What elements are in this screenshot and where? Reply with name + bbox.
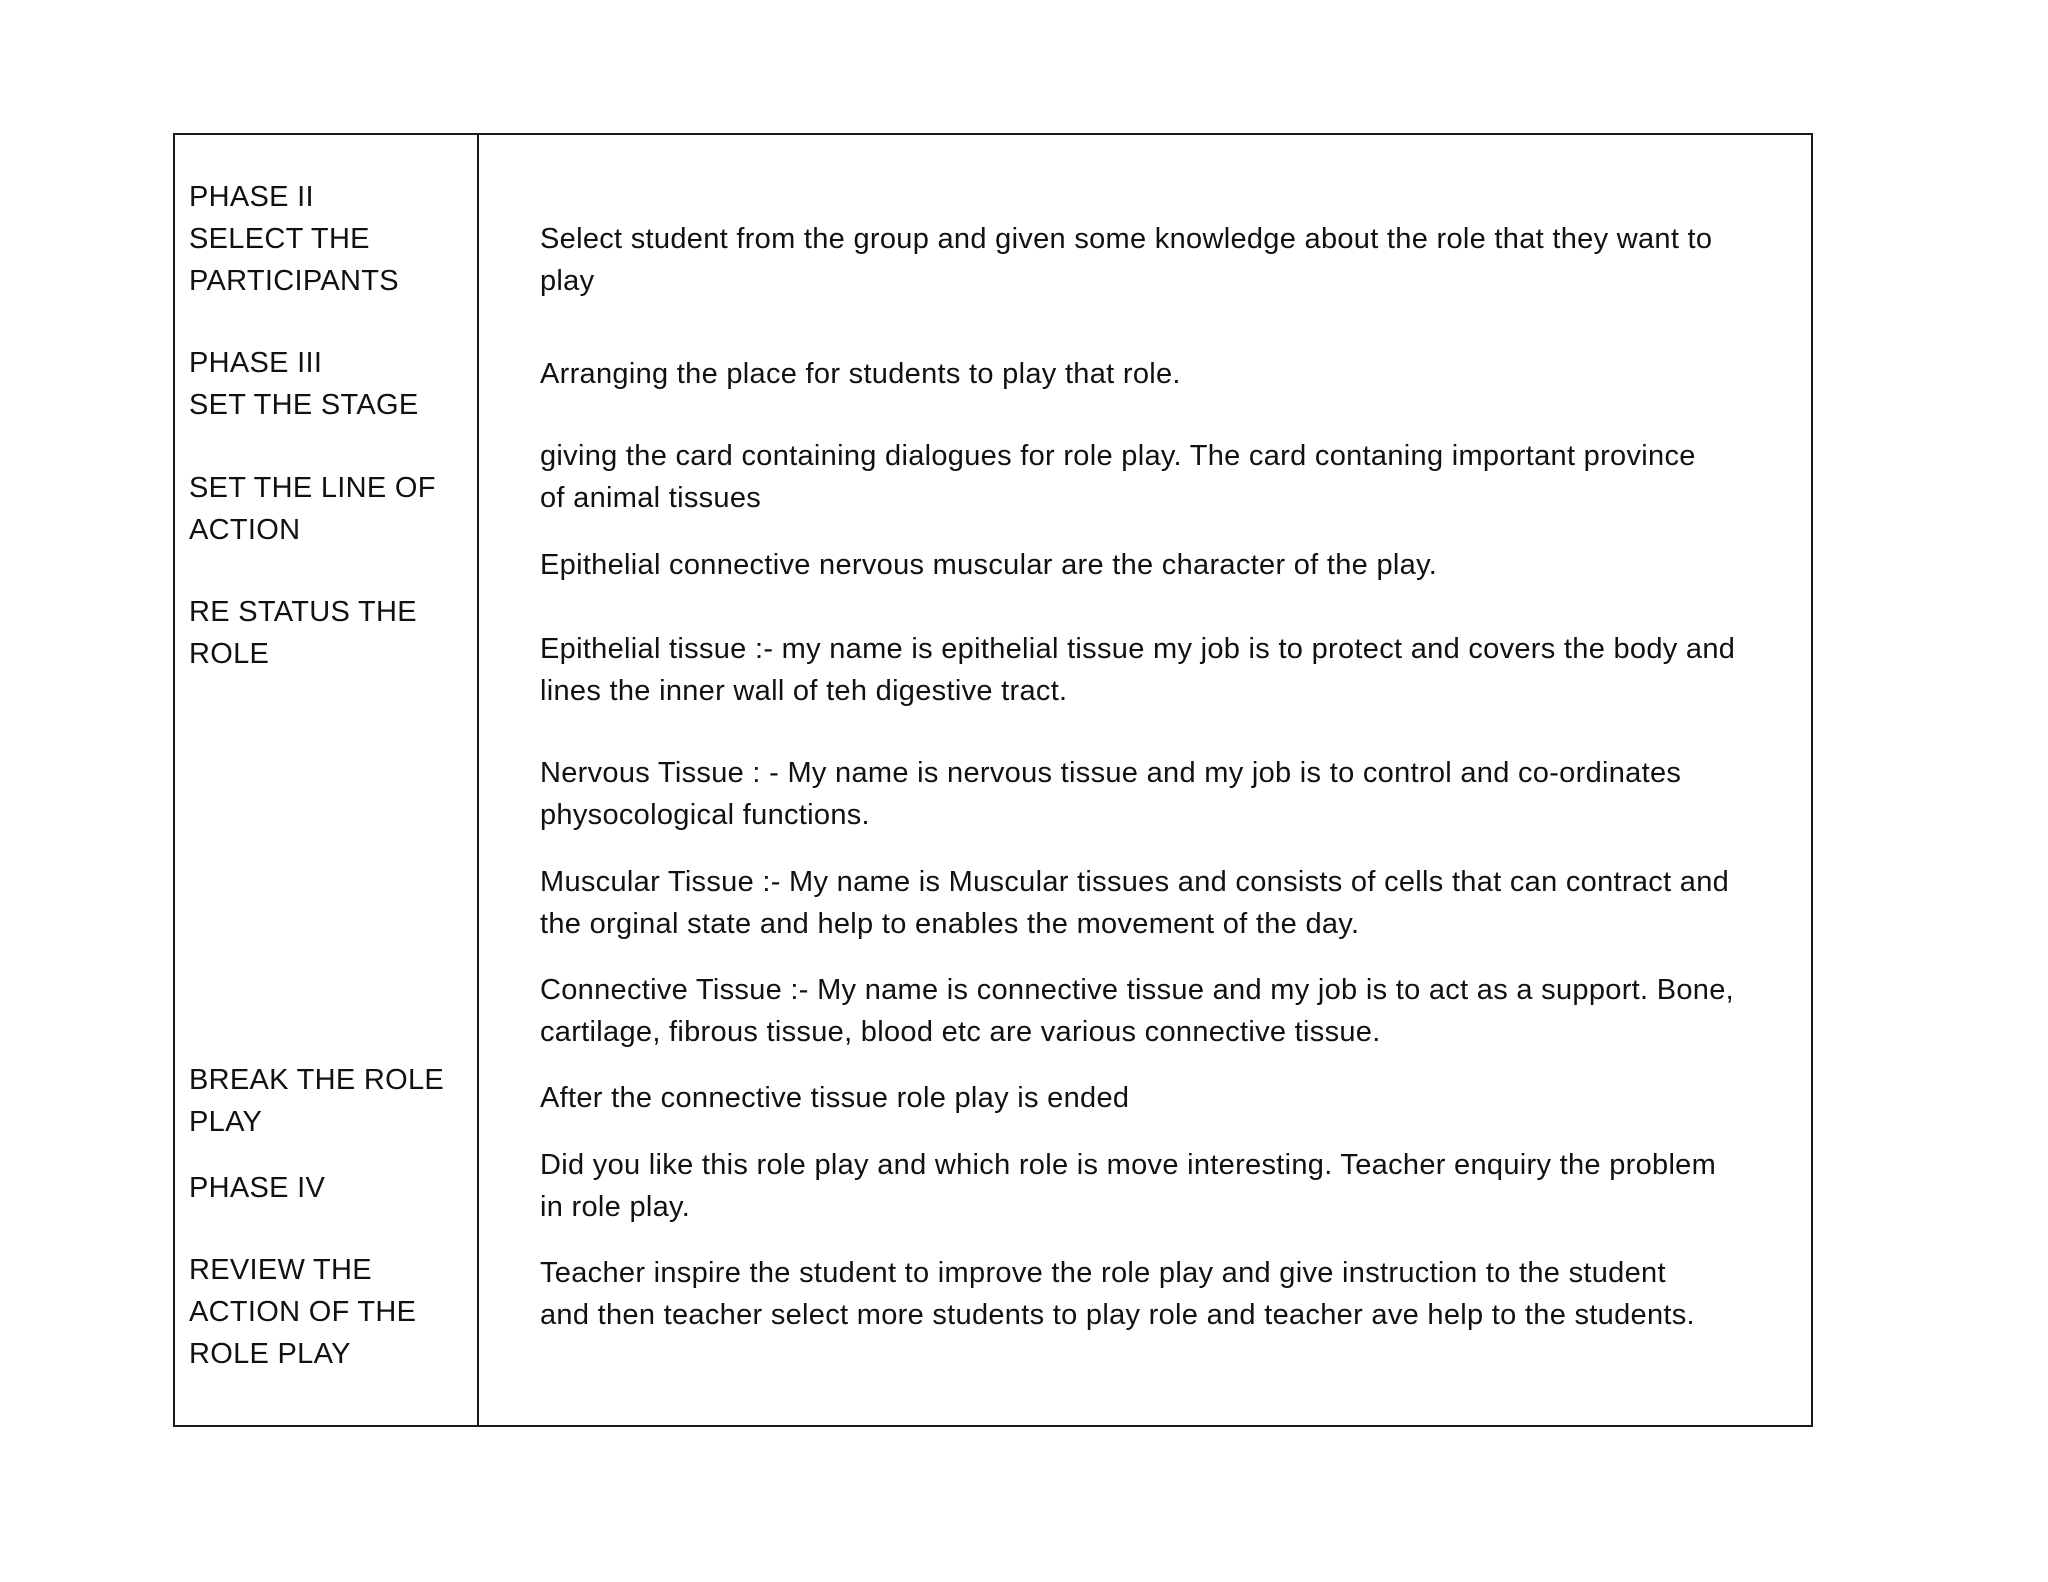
phase-label: PHASE II: [189, 181, 314, 213]
description-line: physocological functions.: [540, 799, 870, 831]
phase-label: PHASE III: [189, 347, 323, 379]
description-line: the orginal state and help to enables the movement of the day.: [540, 908, 1360, 940]
phase-label: RE STATUS THE: [189, 596, 417, 628]
description-line: Epithelial tissue :- my name is epithelial tissue my job is to protect and covers the body and: [540, 633, 1736, 665]
phase-label: SELECT THE: [189, 223, 370, 255]
description-line: of animal tissues: [540, 482, 762, 514]
description-line: cartilage, fibrous tissue, blood etc are various connective tissue.: [540, 1016, 1381, 1048]
phase-label: ROLE PLAY: [189, 1338, 351, 1370]
description-line: After the connective tissue role play is ended: [540, 1082, 1130, 1114]
phase-label: SET THE STAGE: [189, 389, 419, 421]
phase-label: BREAK THE ROLE: [189, 1064, 445, 1096]
description-line: giving the card containing dialogues for role play. The card contaning important province: [540, 440, 1696, 472]
description-line: Did you like this role play and which role is move interesting. Teacher enquiry the problem: [540, 1149, 1717, 1181]
description-line: Epithelial connective nervous muscular are the character of the play.: [540, 549, 1438, 581]
phase-label: ACTION OF THE: [189, 1296, 417, 1328]
description-line: Select student from the group and given some knowledge about the role that they want to: [540, 223, 1713, 255]
description-line: and then teacher select more students to play role and teacher ave help to the students.: [540, 1299, 1695, 1331]
description-line: in role play.: [540, 1191, 691, 1223]
phase-label: PARTICIPANTS: [189, 265, 399, 297]
column-divider: [477, 135, 479, 1425]
description-line: play: [540, 265, 595, 297]
phase-label: ROLE: [189, 638, 270, 670]
role-play-table: [173, 133, 1813, 1427]
phase-label: SET THE LINE OF: [189, 472, 436, 504]
phase-label: REVIEW THE: [189, 1254, 372, 1286]
description-line: Arranging the place for students to play that role.: [540, 358, 1181, 390]
description-line: Muscular Tissue :- My name is Muscular tissues and consists of cells that can contract and: [540, 866, 1730, 898]
description-line: Nervous Tissue : - My name is nervous tissue and my job is to control and co-ordinates: [540, 757, 1682, 789]
description-line: lines the inner wall of teh digestive tract.: [540, 675, 1068, 707]
description-line: Connective Tissue :- My name is connective tissue and my job is to act as a support. Bone,: [540, 974, 1735, 1006]
description-line: Teacher inspire the student to improve the role play and give instruction to the student: [540, 1257, 1666, 1289]
phase-label: PHASE IV: [189, 1172, 326, 1204]
phase-label: PLAY: [189, 1106, 263, 1138]
phase-label: ACTION: [189, 514, 301, 546]
